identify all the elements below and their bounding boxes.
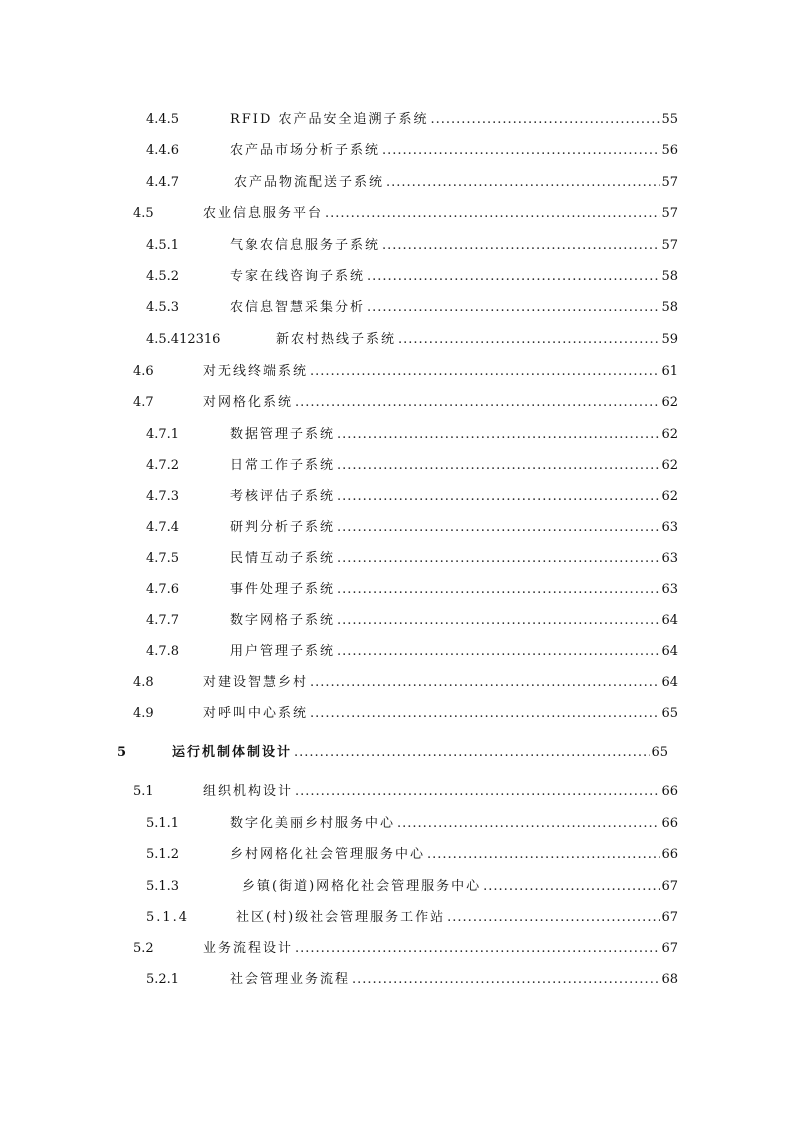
entry-title: 对网格化系统 [203,395,294,410]
entry-number: 4.7.8 [146,644,180,659]
toc-entry[interactable] [146,547,678,567]
entry-title: 运行机制体制设计 [172,745,293,760]
entry-number: 4.7.6 [146,582,180,597]
entry-page: 67 [661,879,678,894]
dot-leader [337,520,660,536]
toc-entry[interactable] [146,516,678,536]
toc-entry[interactable] [146,875,678,895]
entry-page: 58 [661,269,678,284]
entry-title: 对无线终端系统 [203,364,309,379]
toc-entry[interactable] [146,843,678,863]
dot-leader [382,238,660,254]
dot-leader [310,675,660,691]
entry-title: 日常工作子系统 [230,458,336,473]
dot-leader [367,269,660,285]
toc-entry[interactable] [133,702,678,722]
toc-entry[interactable] [133,202,678,222]
entry-number: 4.5.412316 [146,332,221,347]
dot-leader [310,706,660,722]
dot-leader [337,551,660,567]
entry-page: 56 [661,143,678,158]
entry-number: 5.1.2 [146,847,180,862]
dot-leader [337,613,660,629]
entry-page: 64 [661,613,678,628]
entry-number: 4.5.1 [146,238,180,253]
entry-number: 4.7.7 [146,613,180,628]
entry-page: 64 [661,675,678,690]
dot-leader [310,364,660,380]
entry-number: 4.5.3 [146,300,180,315]
entry-title: 民情互动子系统 [230,551,336,566]
entry-title: 农产品市场分析子系统 [230,143,381,158]
dot-leader [337,489,660,505]
entry-page: 61 [661,364,678,379]
entry-title: 社区(村)级社会管理服务工作站 [236,910,446,925]
entry-title: 业务流程设计 [203,941,294,956]
toc-entry[interactable] [146,139,678,159]
entry-page: 67 [661,910,678,925]
entry-title: RFID 农产品安全追溯子系统 [230,112,429,127]
entry-page: 57 [661,206,678,221]
entry-title: 对建设智慧乡村 [203,675,309,690]
entry-title: 乡村网格化社会管理服务中心 [230,847,426,862]
toc-entry[interactable] [133,671,678,691]
dot-leader [337,458,660,474]
entry-title: 乡镇(街道)网格化社会管理服务中心 [242,879,482,894]
entry-number: 4.6 [133,364,154,379]
entry-page: 66 [661,784,678,799]
entry-title: 对呼叫中心系统 [203,706,309,721]
entry-page: 65 [651,745,668,760]
entry-title: 组织机构设计 [203,784,294,799]
entry-page: 59 [661,332,678,347]
entry-title: 农业信息服务平台 [203,206,324,221]
entry-number: 4.4.6 [146,143,180,158]
entry-page: 62 [661,489,678,504]
dot-leader [325,206,660,222]
entry-number: 4.9 [133,706,154,721]
entry-title: 专家在线咨询子系统 [230,269,366,284]
dot-leader [337,582,660,598]
entry-page: 66 [661,816,678,831]
toc-entry[interactable] [133,360,678,380]
entry-number: 4.7.5 [146,551,180,566]
entry-page: 62 [661,458,678,473]
dot-leader [295,395,660,411]
entry-title: 事件处理子系统 [230,582,336,597]
entry-title: 社会管理业务流程 [230,972,351,987]
entry-title: 农信息智慧采集分析 [230,300,366,315]
toc-entry[interactable] [146,454,678,474]
entry-title: 数字化美丽乡村服务中心 [230,816,396,831]
entry-number: 5.1.3 [146,879,180,894]
entry-number: 5.2 [133,941,154,956]
toc-entry[interactable] [146,609,678,629]
entry-page: 64 [661,644,678,659]
toc-entry[interactable] [146,485,678,505]
entry-number: 4.5 [133,206,154,221]
entry-title: 数据管理子系统 [230,427,336,442]
toc-entry[interactable] [146,328,678,348]
entry-page: 62 [661,395,678,410]
toc-entry[interactable] [146,171,678,191]
toc-chapter-entry[interactable] [117,741,668,761]
entry-page: 66 [661,847,678,862]
toc-entry[interactable] [146,423,678,443]
entry-number: 4.7.4 [146,520,180,535]
dot-leader [382,143,660,159]
dot-leader [431,112,661,128]
dot-leader [352,972,660,988]
entry-page: 57 [661,238,678,253]
entry-number: 4.7.1 [146,427,180,442]
entry-page: 63 [661,551,678,566]
dot-leader [294,745,650,761]
dot-leader [337,427,660,443]
entry-number: 5.1.4 [146,910,190,925]
toc-entry[interactable] [133,937,678,957]
entry-number: 4.7 [133,395,154,410]
entry-page: 65 [661,706,678,721]
dot-leader [295,941,660,957]
entry-page: 68 [661,972,678,987]
entry-number: 5 [117,745,127,760]
entry-number: 4.4.5 [146,112,180,127]
toc-entry[interactable] [146,108,678,128]
dot-leader [398,332,660,348]
toc-entry[interactable] [146,578,678,598]
entry-number: 5.2.1 [146,972,180,987]
entry-title: 研判分析子系统 [230,520,336,535]
entry-title: 气象农信息服务子系统 [230,238,381,253]
toc-entry[interactable] [133,391,678,411]
dot-leader [386,175,660,191]
entry-title: 农产品物流配送子系统 [234,175,385,190]
toc-entry[interactable] [146,234,678,254]
entry-page: 63 [661,520,678,535]
toc-entry[interactable] [146,296,678,316]
entry-page: 67 [661,941,678,956]
entry-page: 58 [661,300,678,315]
toc-entry[interactable] [146,968,678,988]
entry-title: 考核评估子系统 [230,489,336,504]
dot-leader [397,816,660,832]
toc-entry[interactable] [146,265,678,285]
toc-entry[interactable] [133,780,678,800]
entry-page: 62 [661,427,678,442]
dot-leader [427,847,660,863]
entry-number: 4.7.3 [146,489,180,504]
dot-leader [337,644,660,660]
entry-number: 5.1.1 [146,816,180,831]
entry-page: 63 [661,582,678,597]
dot-leader [295,784,660,800]
entry-title: 数字网格子系统 [230,613,336,628]
entry-number: 4.7.2 [146,458,180,473]
entry-title: 用户管理子系统 [230,644,336,659]
entry-title: 新农村热线子系统 [276,332,397,347]
dot-leader [483,879,660,895]
toc-entry[interactable] [146,812,678,832]
toc-entry[interactable] [146,640,678,660]
dot-leader [367,300,660,316]
toc-entry[interactable] [146,906,678,926]
entry-number: 4.5.2 [146,269,180,284]
entry-page: 57 [661,175,678,190]
dot-leader [447,910,660,926]
entry-page: 55 [661,112,678,127]
entry-number: 4.4.7 [146,175,180,190]
entry-number: 4.8 [133,675,154,690]
entry-number: 5.1 [133,784,154,799]
